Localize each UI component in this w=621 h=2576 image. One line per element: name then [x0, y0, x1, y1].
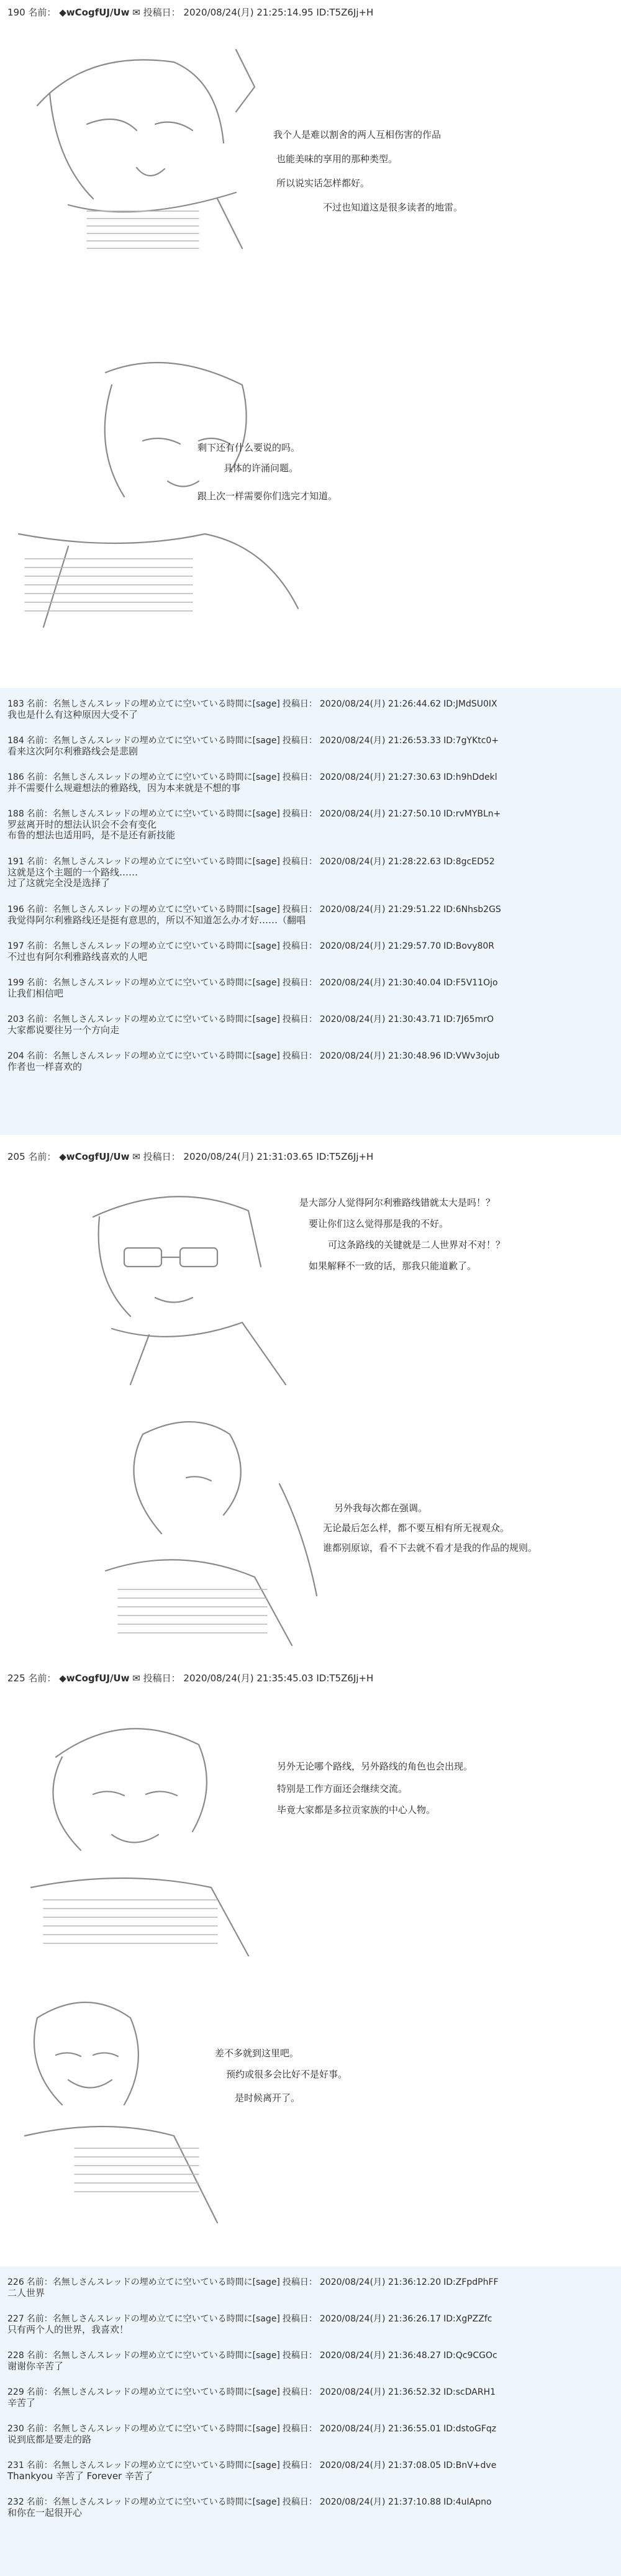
post-number: 205: [7, 1151, 25, 1162]
reply-datetime: 2020/08/24(月) 21:36:26.17: [319, 2314, 442, 2324]
date-label: 投稿日：: [143, 1673, 181, 1684]
aa-art-face: [12, 37, 298, 273]
reply-body: 看来这次阿尔利雅路线会是悲剧: [7, 746, 138, 757]
tripcode: ◆wCogfUJ/Uw: [59, 7, 130, 18]
name-label: 名前：: [28, 1151, 57, 1162]
reply-datetime: 2020/08/24(月) 21:28:22.63: [319, 857, 442, 867]
reply-header: [7, 736, 501, 746]
reply-datetime: 2020/08/24(月) 21:26:44.62: [319, 699, 442, 709]
reply-name: 名前：名無しさんスレッドの埋め立てに空いている時間に[sage]: [26, 2461, 280, 2470]
date-label: 投稿日：: [282, 857, 317, 867]
reply-id: ID:8gcED52: [443, 857, 495, 867]
date-label: 投稿日：: [282, 736, 317, 746]
reply-post: [7, 2497, 494, 2518]
reply-header: [7, 699, 500, 710]
reply-body: Thankyou 辛苦了 Forever 辛苦了: [7, 2470, 153, 2482]
date-label: 投稿日：: [282, 2351, 317, 2361]
reply-post: [7, 2461, 499, 2482]
aa-text-line: 无论最后怎么样，都不要互相有所无视观众。: [323, 1522, 510, 1534]
reply-datetime: 2020/08/24(月) 21:27:50.10: [319, 809, 442, 819]
post-header: [7, 6, 373, 19]
reply-name: 名前：名無しさんスレッドの埋め立てに空いている時間に[sage]: [26, 1015, 280, 1024]
reply-header: [7, 2497, 494, 2508]
aa-text-line: 是时候离开了。: [235, 2092, 301, 2104]
date-label: 投稿日：: [282, 2387, 317, 2397]
reply-header: [7, 1015, 496, 1025]
aa-text-line: 跟上次一样需要你们选完才知道。: [197, 490, 338, 502]
reply-datetime: 2020/08/24(月) 21:36:12.20: [319, 2277, 442, 2287]
post-header: [7, 1150, 373, 1163]
aa-art-man-smile: [12, 1701, 273, 1962]
reply-datetime: 2020/08/24(月) 21:37:08.05: [319, 2461, 442, 2470]
reply-body: 辛苦了: [7, 2397, 36, 2408]
reply-post: [7, 2314, 494, 2335]
reply-number: 199: [7, 978, 24, 988]
reply-number: 203: [7, 1015, 24, 1024]
reply-id: ID:6Nhsb2GS: [443, 905, 501, 915]
post-number: 190: [7, 7, 25, 18]
reply-body: 并不需要什么规避想法的雅路线，因为本来就是不想的事: [7, 782, 241, 793]
date-label: 投稿日：: [143, 1151, 181, 1162]
reply-post: [7, 809, 503, 841]
aa-text-line: 另外无论哪个路线，另外路线的角色也会出现。: [277, 1761, 473, 1772]
reply-name: 名前：名無しさんスレッドの埋め立てに空いている時間に[sage]: [26, 2424, 280, 2434]
reply-name: 名前：名無しさんスレッドの埋め立てに空いている時間に[sage]: [26, 905, 280, 915]
reply-name: 名前：名無しさんスレッドの埋め立てに空いている時間に[sage]: [26, 809, 280, 819]
aa-text-line: 特别是工作方面还会继续交流。: [277, 1783, 408, 1794]
reply-body: 让我们相信吧: [7, 988, 64, 999]
reply-number: 226: [7, 2277, 24, 2287]
reply-name: 名前：名無しさんスレッドの埋め立てに空いている時間に[sage]: [26, 1051, 280, 1061]
reply-id: ID:XgPZZfc: [443, 2314, 492, 2324]
reply-body: 过了这就完全没是选择了: [7, 877, 111, 888]
reply-header: [7, 2314, 494, 2325]
reply-name: 名前：名無しさんスレッドの埋め立てに空いている時間に[sage]: [26, 699, 280, 709]
reply-body: 不过也有阿尔利雅路线喜欢的人吧: [7, 951, 148, 962]
reply-post: [7, 905, 504, 926]
reply-header: [7, 772, 500, 783]
reply-body: 布鲁的想法也适用吗，是不是还有新技能: [7, 829, 176, 841]
reply-header: [7, 857, 497, 867]
envelope-icon: ✉: [132, 7, 140, 18]
reply-post: [7, 857, 497, 888]
reply-number: 228: [7, 2351, 24, 2361]
aa-text-line: 不过也知道这是很多读者的地雷。: [323, 202, 463, 213]
reply-name: 名前：名無しさんスレッドの埋め立てに空いている時間に[sage]: [26, 2387, 280, 2397]
reply-id: ID:7J65mrO: [443, 1015, 494, 1024]
reply-datetime: 2020/08/24(月) 21:36:55.01: [319, 2424, 442, 2434]
envelope-icon: ✉: [132, 1151, 140, 1162]
reply-post: [7, 736, 501, 757]
tripcode: ◆wCogfUJ/Uw: [59, 1151, 130, 1162]
reply-post: [7, 2277, 501, 2298]
aa-art-glasses: [75, 1180, 298, 1391]
reply-header: [7, 978, 501, 988]
reply-datetime: 2020/08/24(月) 21:36:48.27: [319, 2351, 442, 2361]
reply-id: ID:VWv3ojub: [443, 1051, 500, 1061]
aa-text-line: 所以说实话怎样都好。: [276, 178, 370, 189]
date-label: 投稿日：: [282, 941, 317, 951]
reply-id: ID:rvMYBLn+: [443, 809, 501, 819]
reply-datetime: 2020/08/24(月) 21:30:48.96: [319, 1051, 442, 1061]
reply-body: 罗兹离开时的想法认识会不会有变化: [7, 819, 157, 830]
reply-id: ID:h9hDdekl: [443, 772, 497, 782]
post-number: 225: [7, 1673, 25, 1684]
reply-name: 名前：名無しさんスレッドの埋め立てに空いている時間に[sage]: [26, 736, 280, 746]
reply-number: 229: [7, 2387, 24, 2397]
aa-text-line: 剩下还有什么要说的吗。: [197, 442, 301, 453]
reply-header: [7, 809, 503, 820]
reply-post: [7, 2351, 500, 2372]
date-label: 投稿日：: [143, 7, 181, 18]
reply-number: 232: [7, 2497, 24, 2507]
aa-text-line: 要让你们这么觉得那是我的不好。: [309, 1218, 449, 1229]
reply-id: ID:BnV+dve: [443, 2461, 497, 2470]
aa-text-line: 是大部分人觉得阿尔利雅路线错就太大是吗！？: [299, 1197, 496, 1208]
reply-datetime: 2020/08/24(月) 21:37:10.88: [319, 2497, 442, 2507]
reply-header: [7, 2277, 501, 2288]
reply-name: 名前：名無しさんスレッドの埋め立てに空いている時間に[sage]: [26, 2351, 280, 2361]
aa-text-line: 毕竟大家都是多拉贡家族的中心人物。: [277, 1804, 436, 1815]
reply-id: ID:F5V11Ojo: [443, 978, 498, 988]
aa-text-line: 也能美味的享用的那种类型。: [276, 153, 398, 165]
poster-id: ID:T5Z6Jj+H: [316, 7, 374, 18]
reply-name: 名前：名無しさんスレッドの埋め立てに空いている時間に[sage]: [26, 857, 280, 867]
reply-number: 231: [7, 2461, 24, 2470]
reply-post: [7, 699, 500, 720]
aa-text-line: 谁都别原谅，看不下去就不看才是我的作品的规则。: [323, 1542, 538, 1553]
reply-post: [7, 772, 500, 793]
reply-datetime: 2020/08/24(月) 21:30:40.04: [319, 978, 442, 988]
date-label: 投稿日：: [282, 905, 317, 915]
reply-post: [7, 1051, 502, 1072]
reply-body: 说到底都是要走的路: [7, 2434, 92, 2445]
reply-number: 188: [7, 809, 24, 819]
reply-header: [7, 1051, 502, 1062]
date-label: 投稿日：: [282, 2497, 317, 2507]
reply-number: 184: [7, 736, 24, 746]
reply-id: ID:ZFpdPhFF: [443, 2277, 499, 2287]
reply-post: [7, 1015, 496, 1036]
reply-datetime: 2020/08/24(月) 21:29:51.22: [319, 905, 442, 915]
reply-number: 186: [7, 772, 24, 782]
reply-number: 196: [7, 905, 24, 915]
date-label: 投稿日：: [282, 1051, 317, 1061]
reply-id: ID:Bovy80R: [443, 941, 495, 951]
tripcode: ◆wCogfUJ/Uw: [59, 1673, 130, 1684]
date-label: 投稿日：: [282, 978, 317, 988]
post-datetime: 2020/08/24(月) 21:25:14.95: [183, 7, 314, 18]
reply-datetime: 2020/08/24(月) 21:29:57.70: [319, 941, 442, 951]
aa-text-line: 差不多就到这里吧。: [215, 2048, 299, 2059]
reply-number: 230: [7, 2424, 24, 2434]
reply-header: [7, 941, 497, 952]
reply-id: ID:scDARH1: [443, 2387, 496, 2397]
date-label: 投稿日：: [282, 2314, 317, 2324]
aa-text-line: 如果解释不一致的话，那我只能道歉了。: [309, 1260, 477, 1272]
post-datetime: 2020/08/24(月) 21:35:45.03: [183, 1673, 314, 1684]
reply-post: [7, 2387, 498, 2408]
reply-name: 名前：名無しさんスレッドの埋め立てに空いている時間に[sage]: [26, 2277, 280, 2287]
date-label: 投稿日：: [282, 809, 317, 819]
date-label: 投稿日：: [282, 699, 317, 709]
reply-name: 名前：名無しさんスレッドの埋め立てに空いている時間に[sage]: [26, 2497, 280, 2507]
aa-art-profile: [93, 1409, 354, 1658]
aa-text-line: 另外我每次都在强调。: [334, 1503, 428, 1514]
reply-name: 名前：名無しさんスレッドの埋め立てに空いている時間に[sage]: [26, 2314, 280, 2324]
date-label: 投稿日：: [282, 2277, 317, 2287]
post-header: [7, 1672, 373, 1684]
reply-datetime: 2020/08/24(月) 21:30:43.71: [319, 1015, 442, 1024]
reply-body: 和你在一起很开心: [7, 2507, 83, 2518]
reply-body: 我觉得阿尔利雅路线还是挺有意思的，所以不知道怎么办才好……（翻唱: [7, 915, 306, 926]
reply-body: 大家都说要往另一个方向走: [7, 1024, 120, 1036]
reply-body: 我也是什么有这种原因大受不了: [7, 709, 138, 720]
reply-header: [7, 905, 504, 915]
reply-number: 204: [7, 1051, 24, 1061]
reply-body: 只有两个人的世界，我喜欢！: [7, 2324, 129, 2335]
reply-number: 191: [7, 857, 24, 867]
reply-id: ID:4uIApno: [443, 2497, 492, 2507]
reply-block: [0, 688, 621, 1135]
reply-number: 197: [7, 941, 24, 951]
poster-id: ID:T5Z6Jj+H: [316, 1151, 374, 1162]
reply-body: 谢谢你辛苦了: [7, 2361, 64, 2372]
reply-number: 183: [7, 699, 24, 709]
reply-post: [7, 941, 497, 962]
reply-name: 名前：名無しさんスレッドの埋め立てに空いている時間に[sage]: [26, 772, 280, 782]
post-datetime: 2020/08/24(月) 21:31:03.65: [183, 1151, 314, 1162]
reply-header: [7, 2424, 499, 2434]
reply-post: [7, 2424, 499, 2445]
aa-text-line: 我个人是难以割舍的两人互相伤害的作品: [273, 129, 442, 140]
date-label: 投稿日：: [282, 1015, 317, 1024]
reply-header: [7, 2461, 499, 2471]
name-label: 名前：: [28, 7, 57, 18]
reply-datetime: 2020/08/24(月) 21:36:52.32: [319, 2387, 442, 2397]
reply-datetime: 2020/08/24(月) 21:26:53.33: [319, 736, 442, 746]
name-label: 名前：: [28, 1673, 57, 1684]
reply-header: [7, 2387, 498, 2398]
reply-name: 名前：名無しさんスレッドの埋め立てに空いている時間に[sage]: [26, 941, 280, 951]
reply-name: 名前：名無しさんスレッドの埋め立てに空いている時間に[sage]: [26, 978, 280, 988]
envelope-icon: ✉: [132, 1673, 140, 1684]
poster-id: ID:T5Z6Jj+H: [316, 1673, 374, 1684]
aa-text-line: 具体的许涌问题。: [224, 463, 299, 474]
reply-id: ID:Qc9CGOc: [443, 2351, 497, 2361]
reply-body: 这就是这个主题的一个路线……: [7, 867, 138, 878]
aa-text-line: 可这条路线的关键就是二人世界对不对！？: [328, 1239, 505, 1250]
aa-text-line: 预约或很多会比好不是好事。: [226, 2069, 348, 2080]
reply-body: 作者也一样喜欢的: [7, 1061, 83, 1072]
reply-number: 227: [7, 2314, 24, 2324]
reply-datetime: 2020/08/24(月) 21:27:30.63: [319, 772, 442, 782]
date-label: 投稿日：: [282, 2461, 317, 2470]
date-label: 投稿日：: [282, 2424, 317, 2434]
reply-post: [7, 978, 501, 999]
reply-id: ID:JMdSU0IX: [443, 699, 497, 709]
reply-id: ID:dstoGFqz: [443, 2424, 497, 2434]
date-label: 投稿日：: [282, 772, 317, 782]
aa-art-grin: [12, 1981, 273, 2229]
reply-block: [0, 2266, 621, 2576]
reply-id: ID:7gYKtc0+: [443, 736, 499, 746]
reply-body: 二人世界: [7, 2287, 45, 2298]
reply-header: [7, 2351, 500, 2361]
